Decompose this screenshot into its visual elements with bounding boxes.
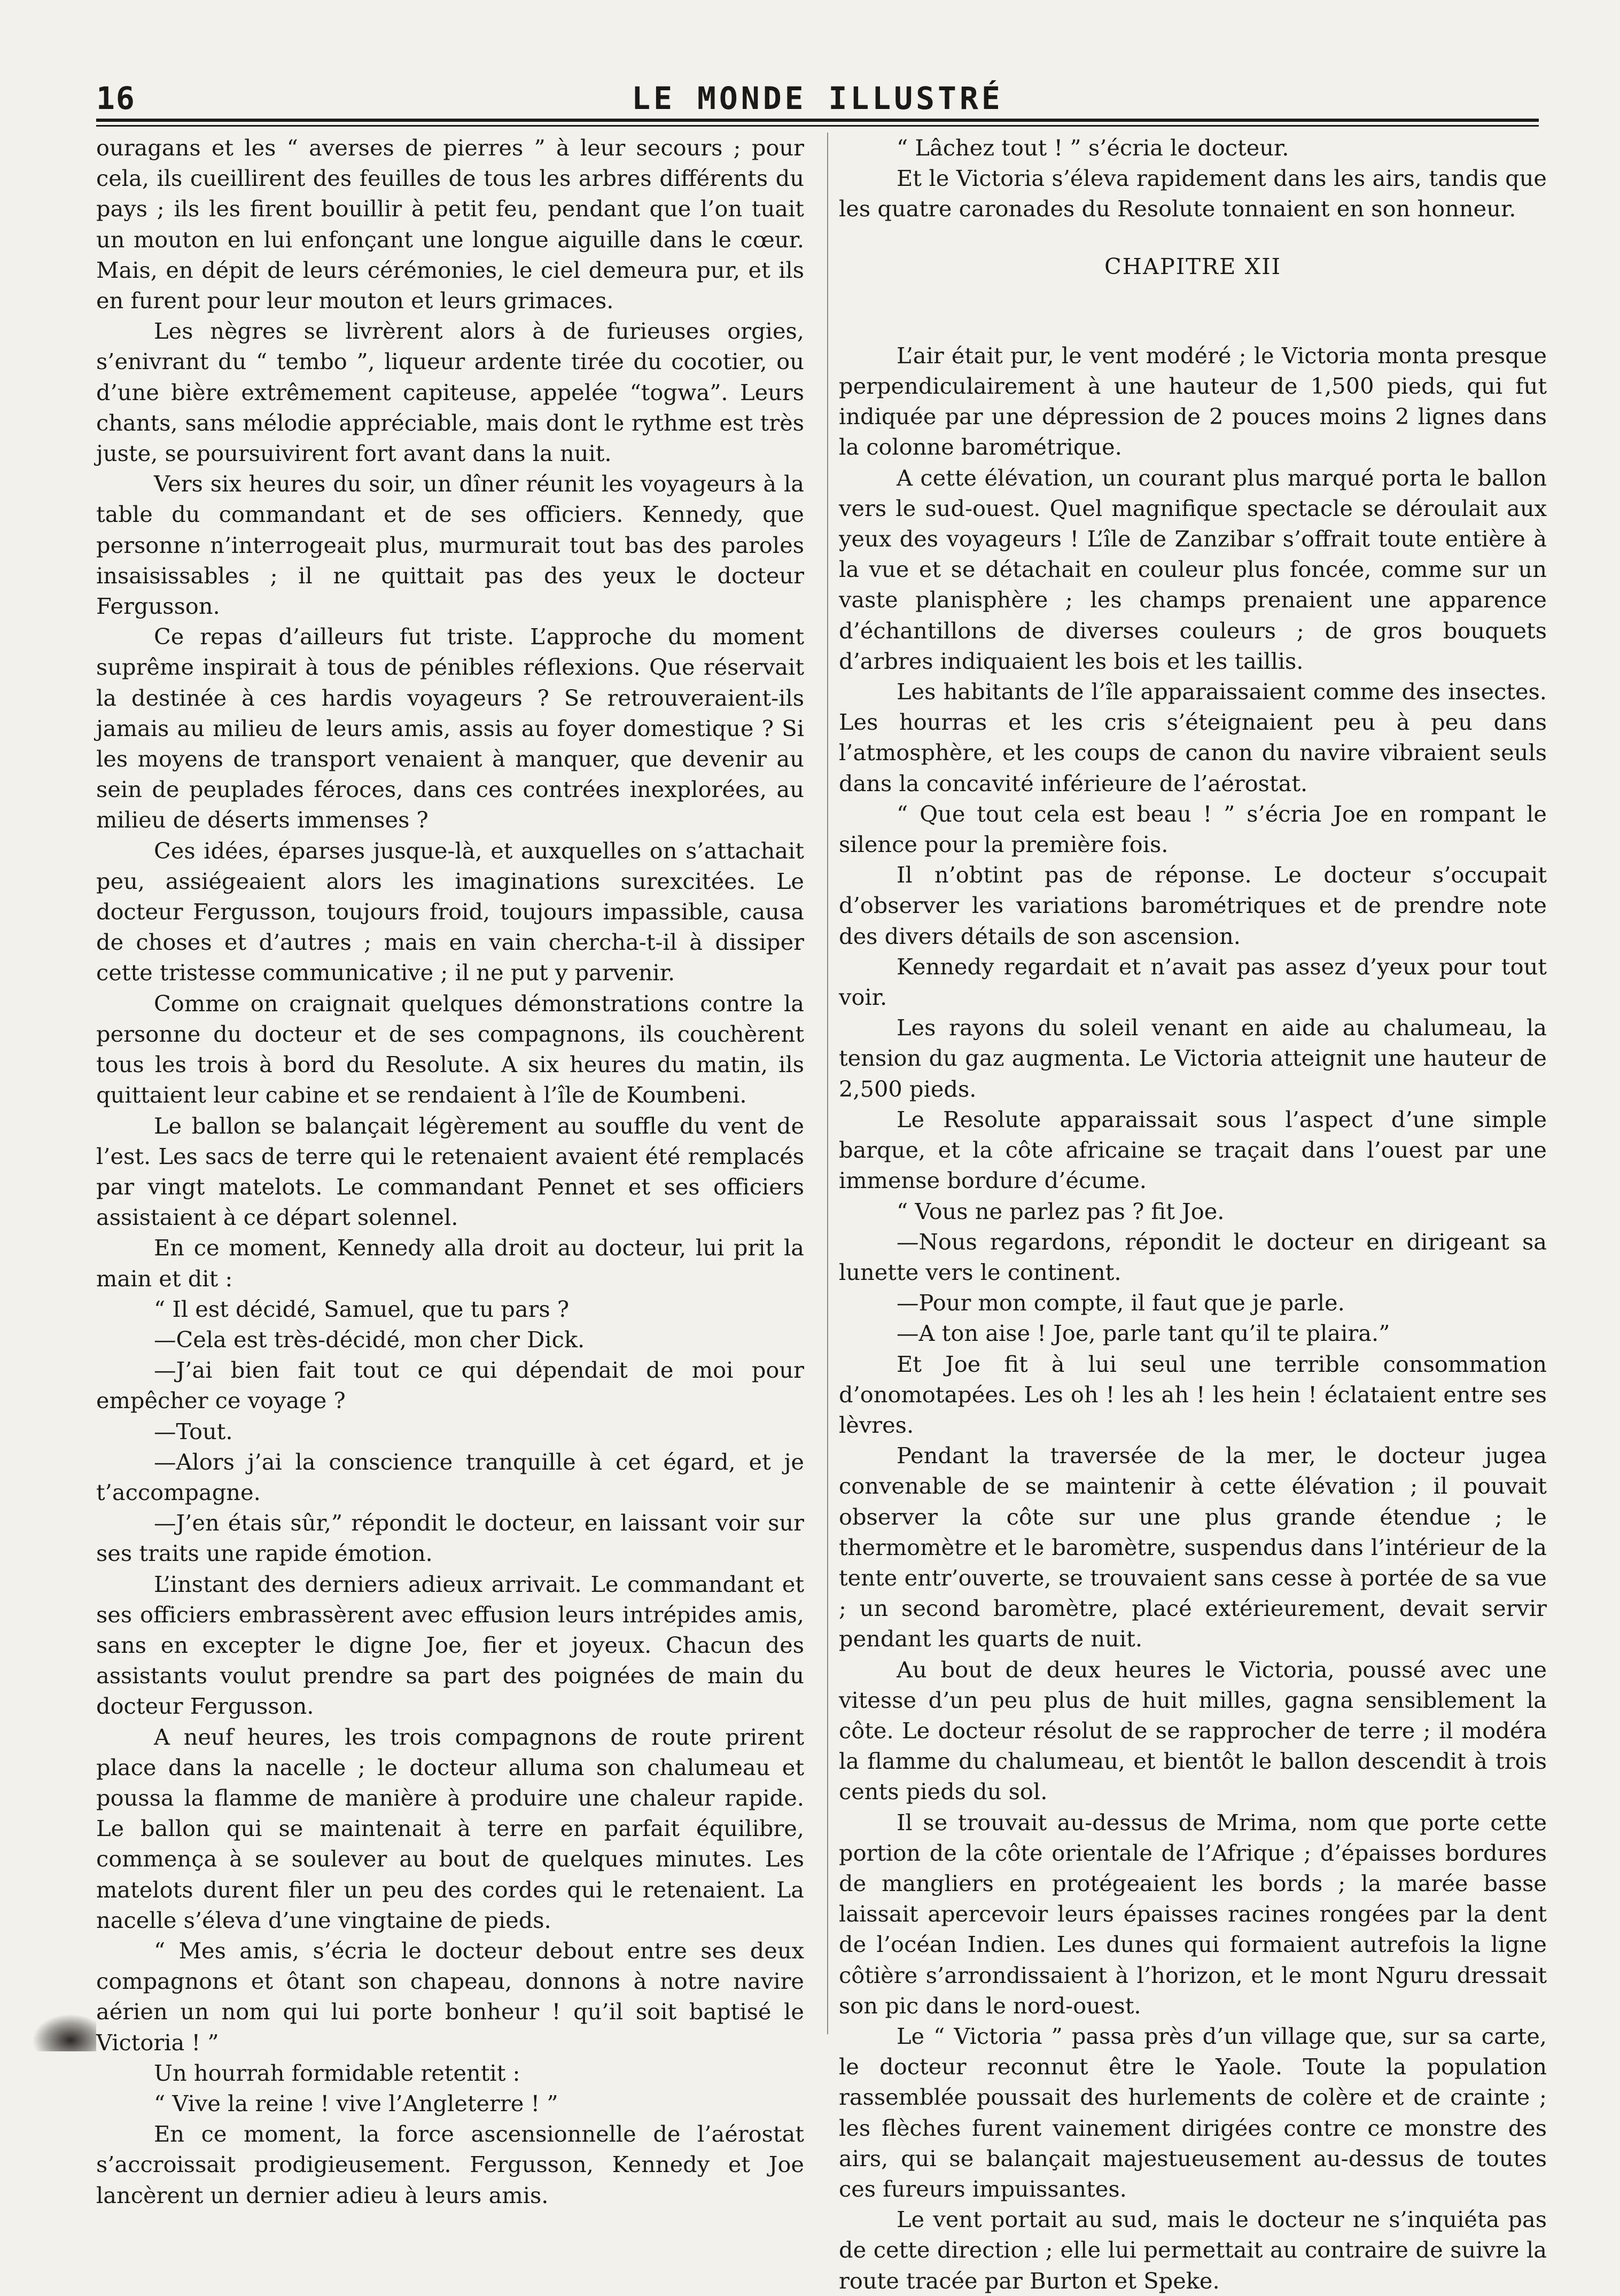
paragraph: En ce moment, la force ascensionnelle de l’aérostat s’accroissait prodigieusement. Fergusson, Kennedy et Joe lancèrent un dernier adieu à leurs amis.: [96, 2121, 804, 2208]
paragraph: Le vent portait au sud, mais le docteur ne s’inquiéta pas de cette direction ; elle lui permettait au contraire de suivre la route tracée par Burton et Speke.: [839, 2206, 1547, 2294]
paragraph: Le Resolute apparaissait sous l’aspect d’une simple barque, et la côte africaine se traçait dans l’ouest par une immense bordure d’écume.: [839, 1106, 1547, 1194]
paragraph: Au bout de deux heures le Victoria, poussé avec une vitesse d’un peu plus de huit milles, gagna sensiblement la côte. Le docteur résolut de se rapprocher de terre ; il modéra la flamme du chalumeau, et bientôt le ballon descendit à trois cents pieds du sol.: [839, 1656, 1547, 1805]
paragraph: “ Mes amis, s’écria le docteur debout entre ses deux compagnons et ôtant son chapeau, donnons à notre navire aérien un nom qui lui porte bonheur ! qu’il soit baptisé le Victoria ! ”: [96, 1937, 804, 2056]
paragraph: —Tout.: [154, 1418, 233, 1444]
ink-blot: [32, 2014, 96, 2051]
paragraph: Le ballon se balançait légèrement au souffle du vent de l’est. Les sacs de terre qui le retenaient avaient été remplacés par vingt matelots. Le commandant Pennet et ses officiers assistaient à ce départ solennel.: [96, 1112, 804, 1231]
paragraph: Les habitants de l’île apparaissaient comme des insectes. Les hourras et les cris s’éteignaient peu à peu dans l’atmosphère, et les coups de canon du navire vibraient seuls dans la concavité inférieure de l’aérostat.: [839, 678, 1547, 796]
left-column: [96, 132, 804, 2211]
paragraph: —Cela est très-décidé, mon cher Dick.: [154, 1326, 585, 1353]
paragraph: ouragans et les “ averses de pierres ” à leur secours ; pour cela, ils cueillirent des feuilles de tous les arbres différents du pays ; ils les firent bouillir à petit feu, pendant que l’on tuait un mouton en lui enfonçant une longue aiguille dans le cœur. Mais, en dépit de leurs cérémonies, le ciel demeura pur, et ils en furent pour leur mouton et leurs grimaces.: [96, 135, 804, 314]
paragraph: —J’en étais sûr,” répondit le docteur, en laissant voir sur ses traits une rapide émotion.: [96, 1510, 804, 1567]
paragraph: —Nous regardons, répondit le docteur en dirigeant sa lunette vers le continent.: [839, 1228, 1547, 1285]
paragraph: Ce repas d’ailleurs fut triste. L’approche du moment suprême inspirait à tous de pénibles réflexions. Que réservait la destinée à ces hardis voyageurs ? Se retrouveraient-ils jamais au milieu de leurs amis, assis au foyer domestique ? Si les moyens de transport venaient à manquer, que devenir au sein de peuplades féroces, dans ces contrées inexplorées, au milieu de déserts immenses ?: [96, 623, 804, 833]
paragraph: —Alors j’ai la conscience tranquille à cet égard, et je t’accompagne.: [96, 1448, 804, 1505]
paragraph: “ Il est décidé, Samuel, que tu pars ?: [154, 1295, 570, 1322]
paragraph: “ Vous ne parlez pas ? fit Joe.: [897, 1198, 1225, 1224]
right-column: [839, 132, 1547, 2296]
paragraph: A cette élévation, un courant plus marqué porta le ballon vers le sud-ouest. Quel magnifique spectacle se déroulait aux yeux des voyageurs ! L’île de Zanzibar s’offrait toute entière à la vue et se détachait en couleur plus foncée, comme sur un vaste planisphère ; les champs prenaient une apparence d’échantillons de diverses couleurs ; de gros bouquets d’arbres indiquaient les bois et les taillis.: [839, 464, 1547, 674]
paragraph: Les nègres se livrèrent alors à de furieuses orgies, s’enivrant du “ tembo ”, liqueur ardente tirée du cocotier, ou d’une bière extrêmement capiteuse, appelée “togwa”. Leurs chants, sans mélodie appréciable, mais dont le rythme est très juste, se poursuivirent fort avant dans la nuit.: [96, 318, 804, 467]
paragraph: “ Lâchez tout ! ” s’écria le docteur.: [897, 135, 1289, 161]
paragraph: Kennedy regardait et n’avait pas assez d’yeux pour tout voir.: [839, 953, 1547, 1011]
paragraph: Les rayons du soleil venant en aide au chalumeau, la tension du gaz augmenta. Le Victoria atteignit une hauteur de 2,500 pieds.: [839, 1014, 1547, 1102]
paragraph: —A ton aise ! Joe, parle tant qu’il te plaira.”: [897, 1320, 1390, 1347]
header-rule-thin: [96, 125, 1539, 127]
paragraph: —J’ai bien fait tout ce qui dépendait de moi pour empêcher ce voyage ?: [96, 1357, 804, 1414]
paragraph: Et le Victoria s’éleva rapidement dans les airs, tandis que les quatre caronades du Resolute tonnaient en son honneur.: [839, 165, 1547, 222]
column-divider: [827, 132, 828, 2034]
paragraph: Et Joe fit à lui seul une terrible consommation d’onomotapées. Les oh ! les ah ! les hein ! éclataient entre ses lèvres.: [839, 1350, 1547, 1438]
chapter-heading: CHAPITRE XII: [1104, 253, 1281, 279]
paragraph: Vers six heures du soir, un dîner réunit les voyageurs à la table du commandant et de ses officiers. Kennedy, que personne n’interrogeait plus, murmurait tout bas des paroles insaisissables ; il ne quittait pas des yeux le docteur Fergusson.: [96, 471, 804, 620]
masthead-title: LE MONDE ILLUSTRÉ: [632, 80, 1003, 116]
paragraph: Le “ Victoria ” passa près d’un village que, sur sa carte, le docteur reconnut être le Yaole. Toute la population rassemblée poussait des hurlements de colère et de crainte ; les flèches furent vainement dirigées contre ce monstre des airs, qui se balançait majestueusement au-dessus de toutes ces fureurs impuissantes.: [839, 2022, 1547, 2202]
paragraph: Il se trouvait au-dessus de Mrima, nom que porte cette portion de la côte orientale de l’Afrique ; d’épaisses bordures de mangliers en protégeaient les bords ; la marée basse laissait apercevoir leurs épaisses racines rongées par la dent de l’océan Indien. Les dunes qui formaient autrefois la ligne côtière s’arrondissaient à l’horizon, et le mont Nguru dressait son pic dans le nord-ouest.: [839, 1809, 1547, 2019]
paragraph: “ Vive la reine ! vive l’Angleterre ! ”: [154, 2090, 558, 2117]
paragraph: L’air était pur, le vent modéré ; le Victoria monta presque perpendiculairement à une hauteur de 1,500 pieds, qui fut indiquée par une dépression de 2 pouces moins 2 lignes dans la colonne barométrique.: [839, 342, 1547, 460]
paragraph: En ce moment, Kennedy alla droit au docteur, lui prit la main et dit :: [96, 1235, 804, 1292]
page-header: [96, 80, 1539, 123]
paragraph: L’instant des derniers adieux arrivait. Le commandant et ses officiers embrassèrent avec effusion leurs intrépides amis, sans en excepter le digne Joe, fier et joyeux. Chacun des assistants voulut prendre sa part des poignées de main du docteur Fergusson.: [96, 1571, 804, 1720]
header-rule: [96, 119, 1539, 122]
paragraph: —Pour mon compte, il faut que je parle.: [897, 1290, 1345, 1316]
paragraph: Ces idées, éparses jusque-là, et auxquelles on s’attachait peu, assiégeaient alors les imaginations surexcitées. Le docteur Fergusson, toujours froid, toujours impassible, causa de choses et d’autres ; mais en vain chercha-t-il à dissiper cette tristesse communicative ; il ne put y parvenir.: [96, 837, 804, 986]
paragraph: “ Que tout cela est beau ! ” s’écria Joe en rompant le silence pour la première fois.: [839, 800, 1547, 858]
paragraph: Comme on craignait quelques démonstrations contre la personne du docteur et de ses compagnons, ils couchèrent tous les trois à bord du Resolute. A six heures du matin, ils quittaient leur cabine et se rendaient à l’île de Koumbeni.: [96, 990, 804, 1108]
paragraph: A neuf heures, les trois compagnons de route prirent place dans la nacelle ; le docteur alluma son chalumeau et poussa la flamme de manière à produire une chaleur rapide. Le ballon qui se maintenait à terre en parfait équilibre, commença à se soulever au bout de quelques minutes. Les matelots durent filer un peu des cordes qui le retenaient. La nacelle s’éleva d’une vingtaine de pieds.: [96, 1723, 804, 1933]
page-number: 16: [96, 80, 136, 116]
paragraph: Il n’obtint pas de réponse. Le docteur s’occupait d’observer les variations barométriques et de prendre note des divers détails de son ascension.: [839, 862, 1547, 949]
paragraph: Pendant la traversée de la mer, le docteur jugea convenable de se maintenir à cette élévation ; il pouvait observer la côte sur une plus grande étendue ; le thermomètre et le baromètre, suspendus dans l’intérieur de la tente entr’ouverte, se trouvaient sans cesse à portée de sa vue ; un second baromètre, placé extérieurement, devait servir pendant les quarts de nuit.: [839, 1442, 1547, 1652]
paragraph: Un hourrah formidable retentit :: [154, 2059, 520, 2086]
